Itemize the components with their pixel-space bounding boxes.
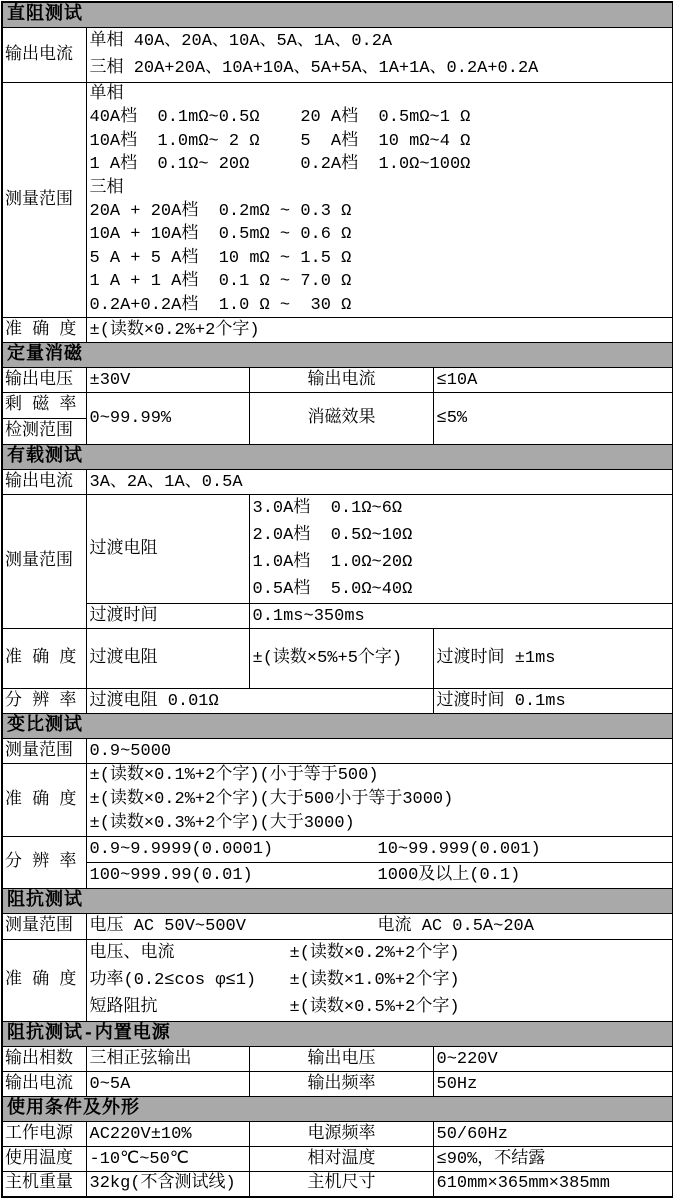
dc-output-current-row [2, 28, 673, 83]
dc-range-value [86, 83, 673, 318]
ratio-range-row [2, 739, 673, 764]
impedance-range-voltage: 电压 AC 50V~500V [89, 917, 246, 937]
ratio-resolution-values-1 [86, 837, 673, 863]
impedance-acc-short-value: ±(读数×0.5%+2个字) [289, 998, 460, 1018]
dc-range-line: 三相 [89, 178, 124, 198]
impedance-range-current: 电流 AC 0.5A~20A [377, 917, 534, 937]
section-row-dc-test [2, 2, 673, 28]
section-row-ratio-test [2, 714, 673, 739]
cond-power-label: 工作电源 [2, 1122, 86, 1147]
dc-oc-line-three: 三相 20A+20A、10A+10A、5A+5A、1A+1A、0.2A+0.2A [89, 59, 539, 78]
demag-voltage-value: ±30V [86, 368, 249, 393]
builtin-phase-value: 三相正弦输出 [86, 1047, 249, 1072]
load-tr-line: 2.0A档 0.5Ω~10Ω [252, 526, 413, 546]
demag-current-label: 输出电流 [249, 368, 433, 393]
demag-remanence-label-top: 剩 磁 率 [3, 393, 86, 419]
load-resolution-row [2, 689, 673, 714]
dc-oc-line-single: 单相 40A、20A、10A、5A、1A、0.2A [89, 32, 393, 51]
load-transition-resistance-label: 过渡电阻 [86, 495, 249, 604]
section-header-ratio-test: 变比测试 [2, 714, 673, 739]
load-transition-resistance-ranges [249, 495, 673, 604]
cond-temp-label: 使用温度 [2, 1147, 86, 1172]
demag-effect-value: ≤5% [433, 393, 673, 445]
builtin-voltage-label: 输出电压 [249, 1047, 433, 1072]
section-header-conditions: 使用条件及外形 [2, 1097, 673, 1122]
load-range-resistance-row [2, 495, 673, 604]
demag-row-2 [2, 393, 673, 445]
cond-size-value: 610mm×365mm×385mm [433, 1172, 673, 1197]
ratio-res-mid: 10~99.999(0.001) [377, 840, 541, 860]
section-header-load-test: 有载测试 [2, 445, 673, 470]
load-output-current-label: 输出电流 [2, 470, 86, 495]
load-accuracy-time-value: 过渡时间 ±1ms [433, 629, 673, 689]
impedance-accuracy-row [2, 940, 673, 1022]
load-accuracy-sub-label: 过渡电阻 [86, 629, 249, 689]
section-row-demag [2, 343, 673, 368]
ratio-range-label: 测量范围 [2, 739, 86, 764]
dc-output-current-value [86, 28, 673, 83]
section-header-impedance-test: 阻抗测试 [2, 889, 673, 914]
dc-range-line: 1 A + 1 A档 0.1 Ω ~ 7.0 Ω [89, 272, 352, 292]
demag-remanence-value: 0~99.99% [86, 393, 249, 445]
load-tr-line: 0.5A档 5.0Ω~40Ω [252, 580, 413, 600]
builtin-row-1 [2, 1047, 673, 1072]
cond-power-value: AC220V±10% [86, 1122, 249, 1147]
builtin-current-label: 输出电流 [2, 1072, 86, 1097]
impedance-acc-vi-label: 电压、电流 [89, 944, 175, 964]
demag-current-value: ≤10A [433, 368, 673, 393]
dc-range-line: 5 A + 5 A档 10 mΩ ~ 1.5 Ω [89, 248, 352, 268]
ratio-accuracy-line: ±(读数×0.1%+2个字)(小于等于500) [89, 766, 379, 786]
builtin-frequency-value: 50Hz [433, 1072, 673, 1097]
demag-effect-label: 消磁效果 [249, 393, 433, 445]
ratio-res-high: 100~999.99(0.01) [89, 866, 253, 886]
load-resolution-resistance: 过渡电阻 0.01Ω [86, 689, 433, 714]
dc-range-line: 0.2A+0.2A档 1.0 Ω ~ 30 Ω [89, 295, 352, 315]
cond-weight-label: 主机重量 [2, 1172, 86, 1197]
load-transition-time-value: 0.1ms~350ms [249, 604, 673, 629]
ratio-resolution-label: 分 辨 率 [2, 837, 86, 889]
impedance-acc-power-value: ±(读数×1.0%+2个字) [289, 971, 460, 991]
ratio-accuracy-values [86, 764, 673, 837]
ratio-accuracy-line: ±(读数×0.3%+2个字)(大于3000) [89, 814, 355, 834]
load-range-time-row [2, 604, 673, 629]
load-tr-line: 3.0A档 0.1Ω~6Ω [252, 499, 403, 519]
impedance-range-label: 测量范围 [2, 914, 86, 940]
cond-weight-value: 32kg(不含测试线) [86, 1172, 249, 1197]
cond-freq-value: 50/60Hz [433, 1122, 673, 1147]
ratio-accuracy-label: 准 确 度 [2, 764, 86, 837]
load-accuracy-value: ±(读数×5%+5个字) [249, 629, 433, 689]
section-row-builtin-power [2, 1022, 673, 1047]
load-resolution-time: 过渡时间 0.1ms [433, 689, 673, 714]
load-output-current-row [2, 470, 673, 495]
section-row-impedance-test [2, 889, 673, 914]
impedance-range-row [2, 914, 673, 940]
impedance-accuracy-label: 准 确 度 [2, 940, 86, 1022]
section-row-conditions [2, 1097, 673, 1122]
ratio-resolution-values-2 [86, 863, 673, 889]
impedance-acc-short-label: 短路阻抗 [89, 998, 158, 1018]
conditions-row-1 [2, 1122, 673, 1147]
ratio-res-low: 0.9~9.9999(0.0001) [89, 840, 274, 860]
dc-range-row [2, 83, 673, 318]
cond-humidity-value: ≤90%，不结露 [433, 1147, 673, 1172]
ratio-resolution-row-2 [2, 863, 673, 889]
builtin-voltage-value: 0~220V [433, 1047, 673, 1072]
conditions-row-2 [2, 1147, 673, 1172]
ratio-range-value: 0.9~5000 [86, 739, 673, 764]
dc-range-line: 20A + 20A档 0.2mΩ ~ 0.3 Ω [89, 202, 352, 222]
load-resolution-label: 分 辨 率 [2, 689, 86, 714]
dc-range-label: 测量范围 [2, 83, 86, 318]
builtin-frequency-label: 输出频率 [249, 1072, 433, 1097]
load-tr-line: 1.0A档 1.0Ω~20Ω [252, 553, 413, 573]
load-accuracy-label: 准 确 度 [2, 629, 86, 689]
dc-accuracy-label: 准 确 度 [2, 318, 86, 343]
spec-table [1, 1, 673, 1198]
dc-range-line: 10A档 1.0mΩ~ 2 Ω 5 A档 10 mΩ~4 Ω [89, 131, 471, 151]
section-header-demag: 定量消磁 [2, 343, 673, 368]
load-accuracy-row [2, 629, 673, 689]
dc-range-line: 单相 [89, 85, 124, 104]
dc-range-line: 10A + 10A档 0.5mΩ ~ 0.6 Ω [89, 225, 352, 245]
demag-remanence-label-bottom: 检测范围 [5, 422, 73, 442]
load-output-current-value: 3A、2A、1A、0.5A [86, 470, 673, 495]
ratio-resolution-row-1 [2, 837, 673, 863]
dc-accuracy-row [2, 318, 673, 343]
section-header-dc-test: 直阻测试 [2, 2, 673, 28]
demag-voltage-label: 输出电压 [2, 368, 86, 393]
cond-humidity-label: 相对温度 [249, 1147, 433, 1172]
ratio-accuracy-line: ±(读数×0.2%+2个字)(大于500小于等于3000) [89, 790, 454, 810]
section-row-load-test [2, 445, 673, 470]
dc-accuracy-value: ±(读数×0.2%+2个字) [86, 318, 673, 343]
load-range-label: 测量范围 [2, 495, 86, 629]
ratio-res-top: 1000及以上(0.1) [377, 866, 521, 886]
builtin-current-value: 0~5A [86, 1072, 249, 1097]
ratio-accuracy-row [2, 764, 673, 837]
load-transition-time-label: 过渡时间 [86, 604, 249, 629]
conditions-row-3 [2, 1172, 673, 1197]
demag-remanence-label [2, 393, 86, 445]
section-header-builtin-power: 阻抗测试-内置电源 [2, 1022, 673, 1047]
dc-range-line: 1 A档 0.1Ω~ 20Ω 0.2A档 1.0Ω~100Ω [89, 155, 471, 175]
impedance-range-value [86, 914, 673, 940]
demag-row-1 [2, 368, 673, 393]
builtin-phase-label: 输出相数 [2, 1047, 86, 1072]
dc-range-line: 40A档 0.1mΩ~0.5Ω 20 A档 0.5mΩ~1 Ω [89, 108, 471, 128]
impedance-acc-vi-value: ±(读数×0.2%+2个字) [289, 944, 460, 964]
cond-size-label: 主机尺寸 [249, 1172, 433, 1197]
cond-temp-value: -10℃~50℃ [86, 1147, 249, 1172]
builtin-row-2 [2, 1072, 673, 1097]
cond-freq-label: 电源频率 [249, 1122, 433, 1147]
impedance-accuracy-values [86, 940, 673, 1022]
dc-output-current-label: 输出电流 [2, 28, 86, 83]
impedance-acc-power-label: 功率(0.2≤cos φ≤1) [89, 971, 257, 991]
